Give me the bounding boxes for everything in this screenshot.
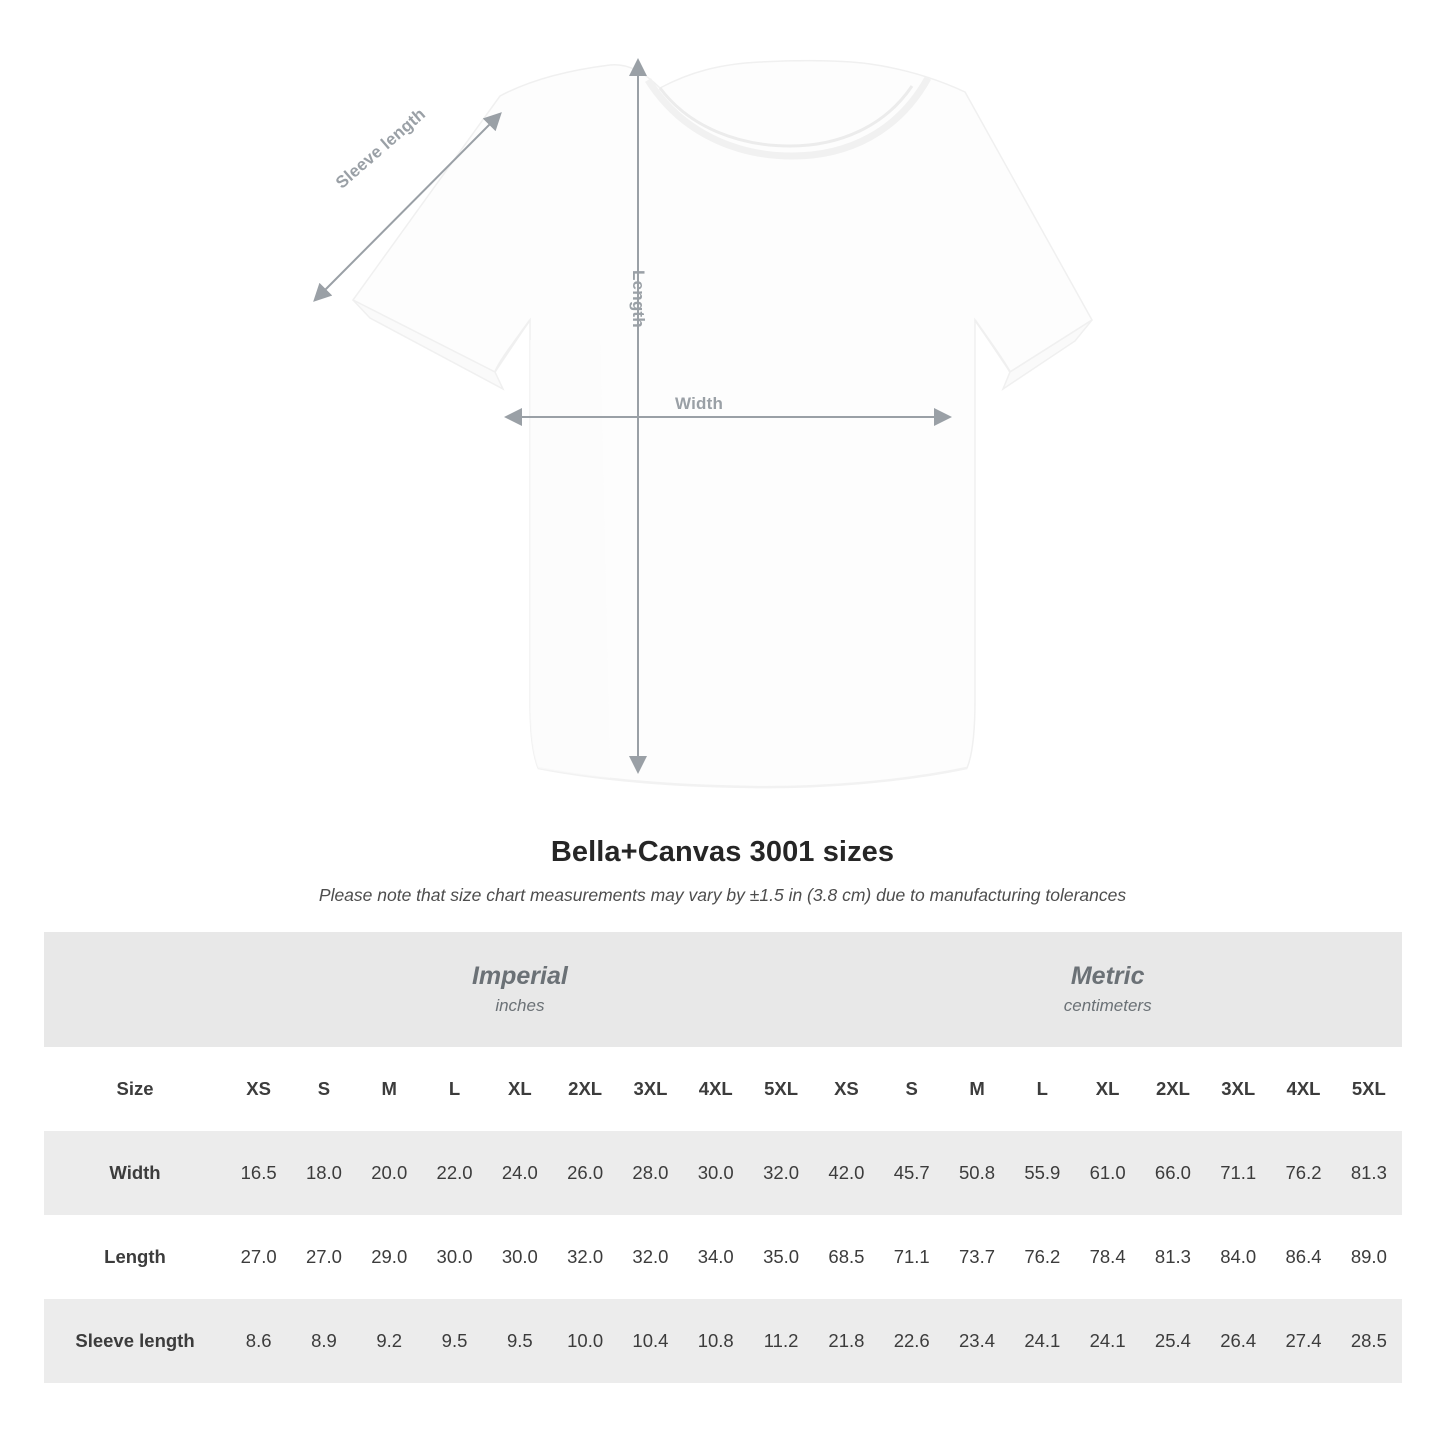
sleeve-cell: 23.4 (944, 1299, 1009, 1383)
sleeve-cell: 22.6 (879, 1299, 944, 1383)
width-cell: 22.0 (422, 1131, 487, 1215)
sleeve-cell: 26.4 (1206, 1299, 1271, 1383)
sleeve-cell: 9.2 (357, 1299, 422, 1383)
width-cell: 18.0 (291, 1131, 356, 1215)
width-cell: 50.8 (944, 1131, 1009, 1215)
size-cell: XS (226, 1047, 291, 1131)
width-cell: 28.0 (618, 1131, 683, 1215)
table-row-sleeve-length (44, 1299, 1402, 1383)
imperial-system-label: Imperial (471, 961, 568, 990)
sleeve-cell: 24.1 (1075, 1299, 1140, 1383)
size-cell: S (291, 1047, 356, 1131)
length-cell: 32.0 (552, 1215, 617, 1299)
length-cell: 86.4 (1271, 1215, 1336, 1299)
unit-header-empty (44, 932, 226, 1047)
size-cell: 3XL (1206, 1047, 1271, 1131)
length-cell: 68.5 (814, 1215, 879, 1299)
length-cell: 34.0 (683, 1215, 748, 1299)
width-cell: 66.0 (1140, 1131, 1205, 1215)
size-table-wrapper (44, 932, 1401, 1383)
sleeve-cell: 21.8 (814, 1299, 879, 1383)
sleeve-cell: 25.4 (1140, 1299, 1205, 1383)
tshirt-shape (353, 61, 1092, 787)
sleeve-length-label: Sleeve length (332, 104, 430, 193)
table-row-length (44, 1215, 1402, 1299)
sleeve-cell: 9.5 (487, 1299, 552, 1383)
width-cell: 55.9 (1010, 1131, 1075, 1215)
table-row-size (44, 1047, 1402, 1131)
size-cell: 2XL (1140, 1047, 1205, 1131)
table-row-width (44, 1131, 1402, 1215)
size-cell: L (1010, 1047, 1075, 1131)
length-cell: 30.0 (422, 1215, 487, 1299)
width-cell: 26.0 (552, 1131, 617, 1215)
size-cell: XL (487, 1047, 552, 1131)
size-cell: 3XL (618, 1047, 683, 1131)
tolerance-note: Please note that size chart measurements may vary by ±1.5 in (3.8 cm) due to manufacturing tolerances (318, 885, 1127, 905)
size-cell: XS (814, 1047, 879, 1131)
length-cell: 84.0 (1206, 1215, 1271, 1299)
sleeve-cell: 8.6 (226, 1299, 291, 1383)
row-label-width: Width (44, 1131, 226, 1215)
sleeve-cell: 8.9 (291, 1299, 356, 1383)
width-cell: 76.2 (1271, 1131, 1336, 1215)
width-cell: 32.0 (748, 1131, 813, 1215)
size-cell: 4XL (683, 1047, 748, 1131)
size-cell: 5XL (748, 1047, 813, 1131)
width-cell: 61.0 (1075, 1131, 1140, 1215)
imperial-unit-label: inches (495, 996, 545, 1016)
width-cell: 20.0 (357, 1131, 422, 1215)
row-label-length: Length (44, 1215, 226, 1299)
length-cell: 32.0 (618, 1215, 683, 1299)
width-cell: 42.0 (814, 1131, 879, 1215)
length-cell: 27.0 (226, 1215, 291, 1299)
sleeve-cell: 27.4 (1271, 1299, 1336, 1383)
width-cell: 45.7 (879, 1131, 944, 1215)
length-cell: 78.4 (1075, 1215, 1140, 1299)
sleeve-cell: 10.8 (683, 1299, 748, 1383)
length-cell: 35.0 (748, 1215, 813, 1299)
metric-unit-label: centimeters (1063, 996, 1152, 1016)
size-cell: 2XL (552, 1047, 617, 1131)
sleeve-cell: 10.0 (552, 1299, 617, 1383)
size-cell: L (422, 1047, 487, 1131)
length-label: Length (629, 270, 648, 328)
size-cell: M (357, 1047, 422, 1131)
unit-header-metric (814, 932, 1402, 1047)
length-cell: 81.3 (1140, 1215, 1205, 1299)
size-cell: XL (1075, 1047, 1140, 1131)
unit-header-row (44, 932, 1402, 1047)
length-cell: 27.0 (291, 1215, 356, 1299)
width-cell: 81.3 (1336, 1131, 1401, 1215)
size-cell: S (879, 1047, 944, 1131)
width-cell: 16.5 (226, 1131, 291, 1215)
size-table (44, 932, 1402, 1383)
sleeve-cell: 10.4 (618, 1299, 683, 1383)
length-cell: 76.2 (1010, 1215, 1075, 1299)
width-label: Width (675, 394, 724, 413)
length-cell: 89.0 (1336, 1215, 1401, 1299)
length-cell: 29.0 (357, 1215, 422, 1299)
size-cell: 5XL (1336, 1047, 1401, 1131)
length-cell: 71.1 (879, 1215, 944, 1299)
sleeve-cell: 24.1 (1010, 1299, 1075, 1383)
sleeve-cell: 11.2 (748, 1299, 813, 1383)
title-block (0, 836, 1445, 906)
unit-header-imperial (226, 932, 814, 1047)
size-cell: M (944, 1047, 1009, 1131)
length-cell: 73.7 (944, 1215, 1009, 1299)
length-cell: 30.0 (487, 1215, 552, 1299)
width-cell: 71.1 (1206, 1131, 1271, 1215)
metric-system-label: Metric (1070, 961, 1145, 990)
width-cell: 30.0 (683, 1131, 748, 1215)
page-title: Bella+Canvas 3001 sizes (550, 836, 895, 868)
sleeve-cell: 28.5 (1336, 1299, 1401, 1383)
size-cell: 4XL (1271, 1047, 1336, 1131)
row-label-size: Size (44, 1047, 226, 1131)
sleeve-cell: 9.5 (422, 1299, 487, 1383)
row-label-sleeve-length: Sleeve length (44, 1299, 226, 1383)
width-cell: 24.0 (487, 1131, 552, 1215)
